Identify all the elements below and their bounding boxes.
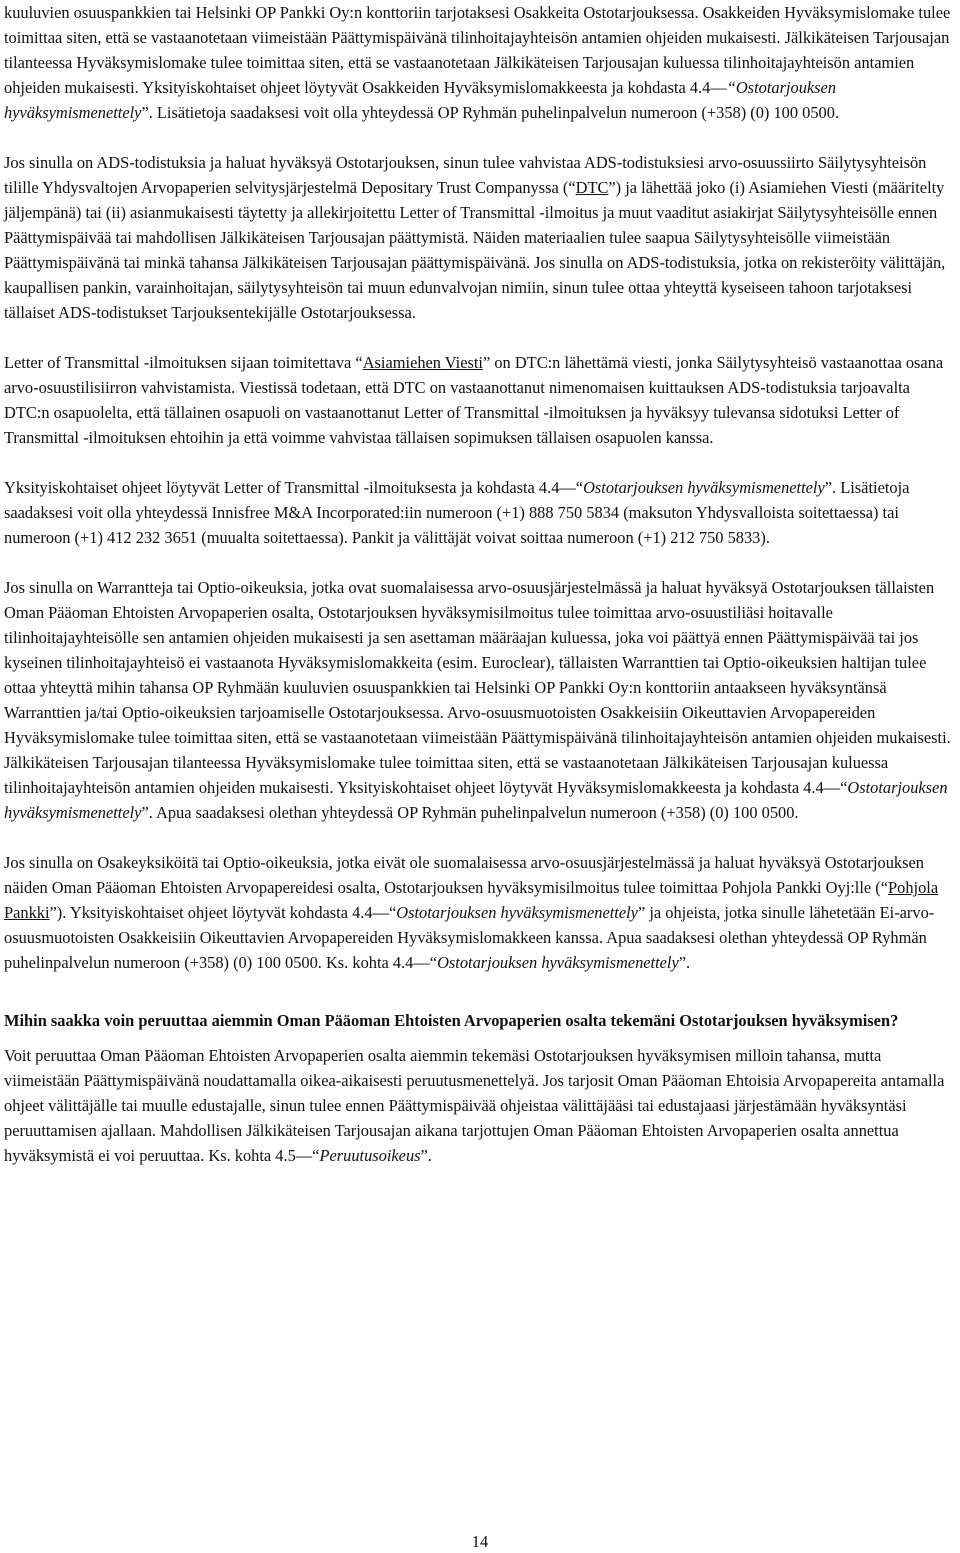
- paragraph-osakeyksikot: [4, 850, 956, 975]
- body-paragraph: [4, 475, 956, 550]
- paragraph-ads-todistukset: [4, 150, 956, 325]
- italic-reference: Ostotarjouksen hyväksymismenettely: [396, 903, 638, 922]
- body-paragraph: [4, 350, 956, 450]
- body-paragraph: [4, 150, 956, 325]
- text-run: kuuluvien osuuspankkien tai Helsinki OP Pankki Oy:n konttoriin tarjotaksesi Osakkeita Ostotarjouksessa. Osakkeiden Hyväksymislomake tulee toimittaa siten, että se vastaanotetaan viimeistään Päättymispäivänä tilinhoitajayhteisön antamien ohjeiden mukaisesti. Jälkikäteisen Tarjousajan tilanteessa Hyväksymislomake tulee toimittaa siten, että se vastaanotetaan Jälkikäteisen Tarjousajan kuluessa tilinhoitajayhteisön antamien ohjeiden mukaisesti. Yksityiskohtaiset ohjeet löytyvät Osakkeiden Hyväksymislomakkeesta ja kohdasta 4.4—: [4, 3, 951, 97]
- text-run: ”.: [678, 953, 691, 972]
- body-paragraph: [4, 1043, 956, 1168]
- defined-term: DTC: [575, 178, 609, 197]
- section-heading: Mihin saakka voin peruuttaa aiemmin Oman Pääoman Ehtoisten Arvopaperien osalta tekemäni Ostotarjouksen hyväksymisen?: [4, 1011, 899, 1030]
- defined-term: Pohjola Pankki: [4, 878, 939, 922]
- text-run: Jos sinulla on ADS-todistuksia ja haluat hyväksyä Ostotarjouksen, sinun tulee vahvistaa ADS-todistuksiesi arvo-osuussiirto Säilytysyhteisön tilille Yhdysvaltojen Arvopaperien selvitysjärjestelmä Depositary Trust Companyssa (“: [4, 153, 927, 197]
- text-run: ” ja ohjeista, jotka sinulle lähetetään Ei-arvo-osuusmuotoisten Osakkeisiin Oikeuttavien Arvopapereiden Hyväksymislomakkeen kanssa. Apua saadaksesi olethan yhteydessä OP Ryhmän puhelinpalvelun numeroon (+358) (0) 100 0500. Ks. kohta 4.4—“: [4, 903, 935, 972]
- body-paragraph: [4, 575, 956, 825]
- text-run: ”. Lisätietoja saadaksesi voit olla yhteydessä Innisfree M&A Incorporated:iin numeroon (+1) 888 750 5834 (maksuton Yhdysvalloista soitettaessa) tai numeroon (+1) 412 232 3651 (muualta soitettaessa). Pankit ja välittäjät voivat soittaa numeroon (+1) 212 750 5833).: [4, 478, 910, 547]
- italic-reference: Ostotarjouksen hyväksymismenettely: [583, 478, 825, 497]
- body-paragraph: [4, 0, 956, 125]
- text-run: ”). Yksityiskohtaiset ohjeet löytyvät kohdasta 4.4—“: [49, 903, 397, 922]
- italic-reference: Ostotarjouksen hyväksymismenettely: [437, 953, 679, 972]
- italic-reference: Ostotarjouksen hyväksymismenettely: [4, 778, 948, 822]
- text-run: Yksityiskohtaiset ohjeet löytyvät Letter of Transmittal -ilmoituksesta ja kohdasta 4.4—“: [4, 478, 584, 497]
- text-run: Letter of Transmittal -ilmoituksen sijaan toimitettava “: [4, 353, 363, 372]
- text-run: Voit peruuttaa Oman Pääoman Ehtoisten Arvopaperien osalta aiemmin tekemäsi Ostotarjouksen hyväksymisen milloin tahansa, mutta viimeistään Päättymispäivänä noudattamalla oikea-aikaisesti peruutusmenettelyä. Jos tarjosit Oman Pääoman Ehtoisia Arvopapereita antamalla ohjeet välittäjälle tai muulle edustajalle, sinun tulee ennen Päättymispäivää ohjeistaa välittäjääsi tai edustajaasi järjestämään hyväksyntäsi peruuttamisen ajallaan. Mahdollisen Jälkikäteisen Tarjousajan aikana tarjottujen Oman Pääoman Ehtoisten Arvopaperien osalta annettua hyväksymistä ei voi peruuttaa. Ks. kohta 4.5—“: [4, 1046, 945, 1165]
- text-run: ”. Lisätietoja saadaksesi voit olla yhteydessä OP Ryhmän puhelinpalvelun numeroon (+358) (0) 100 0500.: [141, 103, 840, 122]
- paragraph-yksityiskohtaiset-ohjeet: [4, 475, 956, 550]
- paragraph-ostotarjous-osakkeet: [4, 0, 956, 125]
- italic-reference: “Ostotarjouksen hyväksymismenettely: [4, 78, 837, 122]
- text-run: Jos sinulla on Osakeyksiköitä tai Optio-oikeuksia, jotka eivät ole suomalaisessa arvo-osuusjärjestelmässä ja haluat hyväksyä Ostotarjouksen näiden Oman Pääoman Ehtoisten Arvopapereidesi osalta, Ostotarjouksen hyväksymisilmoitus tulee toimittaa Pohjola Pankki Oyj:lle (“: [4, 853, 924, 897]
- text-run: ”) ja lähettää joko (i) Asiamiehen Viesti (määritelty jäljempänä) tai (ii) asianmukaisesti täytetty ja allekirjoitettu Letter of Transmittal -ilmoitus ja muut vaaditut asiakirjat Säilytysyhteisölle ennen Päättymispäivää tai mahdollisen Jälkikäteisen Tarjousajan päättymistä. Näiden materiaalien tulee saapua Säilytysyhteisölle viimeistään Päättymispäivänä tai minkä tahansa Jälkikäteisen Tarjousajan päättymispäivänä. Jos sinulla on ADS-todistuksia, jotka on rekisteröity välittäjän, kaupallisen pankin, varainhoitajan, säilytysyhteisön tai muun edunvalvojan nimiin, sinun tulee ottaa yhteyttä kyseiseen tahoon tarjotaksesi tällaiset ADS-todistukset Tarjouksentekijälle Ostotarjouksessa.: [4, 178, 946, 322]
- text-run: ”.: [420, 1146, 432, 1165]
- page-number: 14: [471, 1532, 489, 1551]
- paragraph-asiamiehen-viesti: [4, 350, 956, 450]
- paragraph-warrantit-optiot: [4, 575, 956, 825]
- italic-reference: Peruutusoikeus: [319, 1146, 421, 1165]
- defined-term: Asiamiehen Viesti: [362, 353, 483, 372]
- text-run: ” on DTC:n lähettämä viesti, jonka Säilytysyhteisö vastaanottaa osana arvo-osuustilisiirron vahvistamista. Viestissä todetaan, että DTC on vastaanottanut nimenomaisen kuittauksen ADS-todistuksia tarjoavalta DTC:n osapuolelta, että tällainen osapuoli on vastaanottanut Letter of Transmittal -ilmoituksen ja hyväksyy tulevansa sidotuksi Letter of Transmittal -ilmoituksen ehtoihin ja että voimme vahvistaa tällaisen sopimuksen tällaisen osapuolen kanssa.: [4, 353, 944, 447]
- text-run: Jos sinulla on Warrantteja tai Optio-oikeuksia, jotka ovat suomalaisessa arvo-osuusjärjestelmässä ja haluat hyväksyä Ostotarjouksen tällaisten Oman Pääoman Ehtoisten Arvopaperien osalta, Ostotarjouksen hyväksymisilmoitus tulee toimittaa arvo-osuustiliäsi hoitavalle tilinhoitajayhteisölle sen antamien ohjeiden mukaisesti ja sen asettaman määräajan kuluessa, joka voi päättyä ennen Päättymispäivää tai jos kyseinen tilinhoitajayhteisö ei vastaanota Hyväksymislomakkeita (esim. Euroclear), tällaisten Warranttien tai Optio-oikeuksien haltijan tulee ottaa yhteyttä mihin tahansa OP Ryhmään kuuluvien osuuspankkien tai Helsinki OP Pankki Oy:n konttoriin antaakseen hyväksyntänsä Warranttien ja/tai Optio-oikeuksien tarjoamiselle Ostotarjouksessa. Arvo-osuusmuotoisten Osakkeisiin Oikeuttavien Arvopapereiden Hyväksymislomake tulee toimittaa siten, että se vastaanotetaan viimeistään Päättymispäivänä tilinhoitajayhteisön antamien ohjeiden mukaisesti. Jälkikäteisen Tarjousajan tilanteessa Hyväksymislomake tulee toimittaa siten, että se vastaanotetaan Jälkikäteisen Tarjousajan kuluessa tilinhoitajayhteisön antamien ohjeiden mukaisesti. Yksityiskohtaiset ohjeet löytyvät Hyväksymislomakkeesta ja kohdasta 4.4—“: [4, 578, 951, 797]
- text-run: ”. Apua saadaksesi olethan yhteydessä OP Ryhmän puhelinpalvelun numeroon (+358) (0) 100 0500.: [141, 803, 799, 822]
- paragraph-peruuttaminen: [4, 1043, 956, 1168]
- body-paragraph: [4, 850, 956, 975]
